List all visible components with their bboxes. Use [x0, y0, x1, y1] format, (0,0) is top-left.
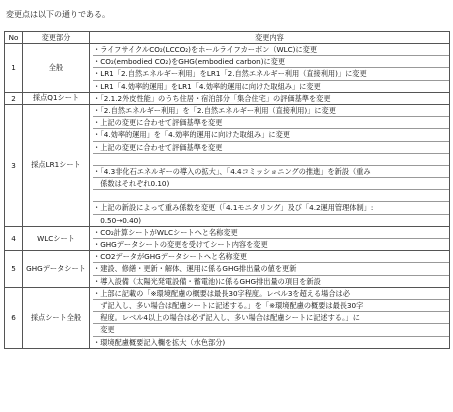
table-row: [5, 92, 450, 104]
row-content: [90, 287, 450, 348]
content-line: 変更: [93, 324, 449, 336]
table-row: [5, 226, 450, 250]
row-no: 5: [5, 251, 23, 288]
table-row: [5, 287, 450, 348]
content-line: ・「2.自然エネルギー利用」を「2.自然エネルギー利用（直接利用)」に変更: [93, 105, 449, 117]
row-no: 4: [5, 226, 23, 250]
row-content: [90, 44, 450, 93]
content-line: ・上部に記載の「※環境配慮の概要は最長30字程度。レベル3を超える場合は必: [93, 288, 449, 300]
content-line: ・上記の新設によって重み係数を変更（「4.1モニタリング」及び「4.2運用管理体制」:: [93, 202, 449, 214]
row-content: [90, 92, 450, 104]
content-line: ・「4.3非化石エネルギーの導入の拡大」、「4.4コミッショニングの推進」を新設（重み: [93, 166, 449, 178]
header-content: 変更内容: [90, 32, 450, 44]
row-content: [90, 251, 450, 288]
content-line: ・GHGデータシートの変更を受けてシート内容を変更: [93, 240, 268, 249]
table-row: [5, 251, 450, 288]
row-part: 採点LR1シート: [23, 104, 90, 226]
content-line: ・「4.効率的運用」を「4.効率的運用に向けた取組み」に変更: [93, 129, 449, 141]
content-line: [93, 190, 449, 202]
row-no: 2: [5, 92, 23, 104]
row-part: 採点Q1シート: [23, 92, 90, 104]
content-line: 係数はそれぞれ0.10): [93, 178, 449, 190]
content-line: [93, 154, 449, 166]
table-header-row: [5, 32, 450, 44]
content-line: 0.50→0.40): [93, 215, 142, 225]
header-no: No: [5, 32, 23, 44]
content-line: ・環境配慮概要記入欄を拡大（水色部分): [93, 337, 226, 347]
changes-table: [4, 31, 450, 349]
content-line: ・上記の変更に合わせて評価基準を変更: [93, 117, 449, 129]
row-content: [90, 104, 450, 226]
row-content: [90, 226, 450, 250]
content-line: ず記入し、多い場合は配慮シートに記述する。」を「※環境配慮の概要は最長30字: [93, 300, 449, 312]
content-line: ・LR1「2.自然エネルギー利用」をLR1「2.自然エネルギー利用（直接利用)」に変更: [93, 68, 449, 80]
content-line: ・上記の変更に合わせて評価基準を変更: [93, 142, 449, 154]
row-no: 6: [5, 287, 23, 348]
content-line: ・CO₂計算シートがWLCシートへと名称変更: [93, 227, 449, 239]
row-part: GHGデータシート: [23, 251, 90, 288]
content-line: ・導入設備（太陽光発電設備・蓄電池)に係るGHG排出量の項目を新設: [93, 276, 321, 286]
content-line: ・「2.1.2外皮性能」のうち住居・宿泊部分「集合住宅」の評価基準を変更: [93, 93, 331, 103]
content-line: ・ライフサイクルCO₂(LCCO₂)をホールライフカーボン（WLC)に変更: [93, 44, 449, 56]
row-no: 3: [5, 104, 23, 226]
content-line: ・CO2データがGHGデータシートへと名称変更: [93, 251, 449, 263]
row-part: WLCシート: [23, 226, 90, 250]
content-line: ・LR1「4.効率的運用」をLR1「4.効率的運用に向けた取組み」に変更: [93, 81, 321, 91]
table-row: [5, 104, 450, 226]
content-line: 程度。レベル4以上の場合は必ず記入し、多い場合は配慮シートに記述する。」に: [93, 312, 449, 324]
row-part: 採点シート全般: [23, 287, 90, 348]
header-part: 変更部分: [23, 32, 90, 44]
intro-text: 変更点は以下の通りである。: [6, 10, 110, 19]
row-no: 1: [5, 44, 23, 93]
content-line: ・CO₂(embodied CO₂)をGHG(embodied carbon)に変更: [93, 56, 449, 68]
table-row: [5, 44, 450, 93]
content-line: ・建設、修繕・更新・解体、運用に係るGHG排出量の値を更新: [93, 263, 449, 275]
row-part: 全般: [23, 44, 90, 93]
